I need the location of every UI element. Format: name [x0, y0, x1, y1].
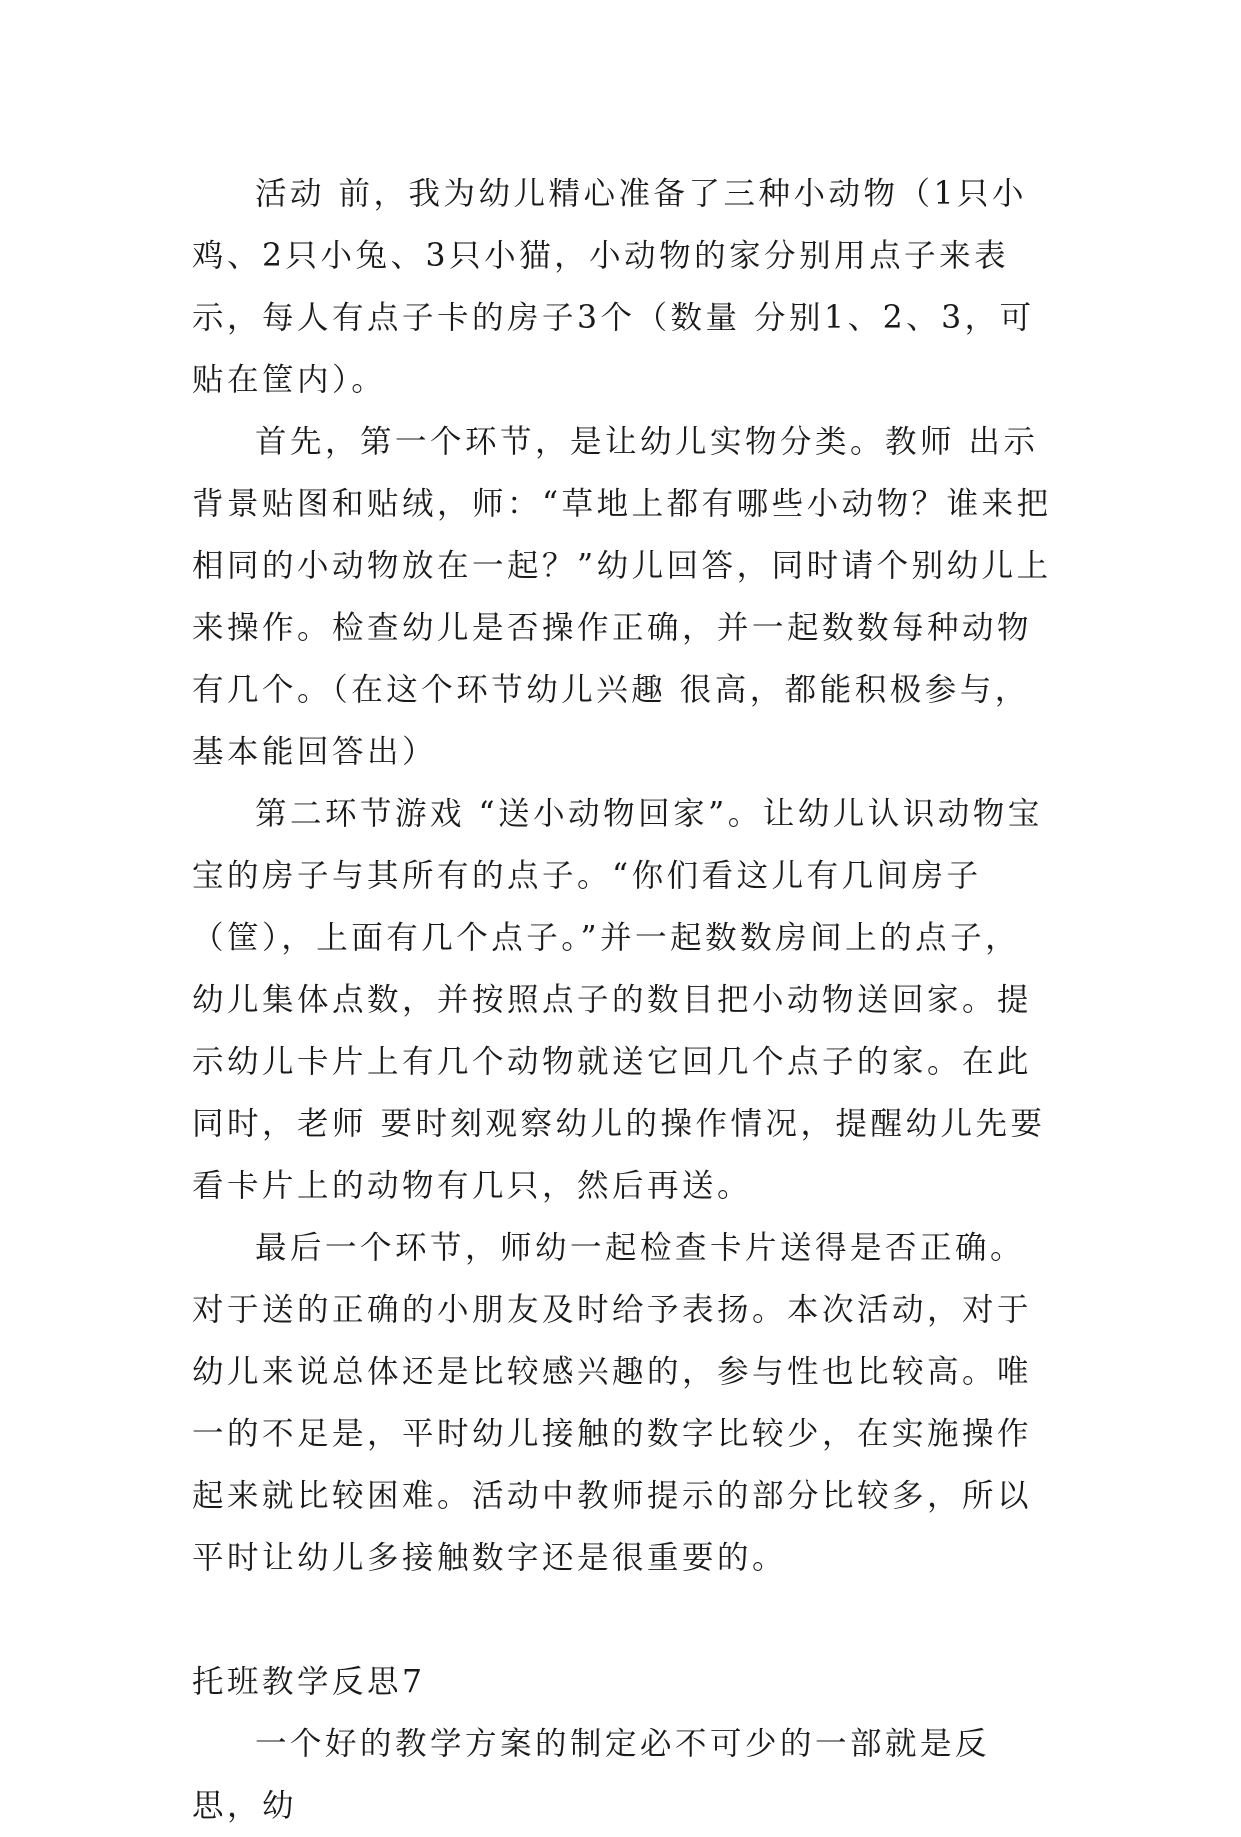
paragraph: 活动 前，我为幼儿精心准备了三种小动物（1只小鸡、2只小兔、3只小猫，小动物的家分别用点子来表示，每人有点子卡的房子3个（数量 分别1、2、3，可贴在筐内）。: [192, 176, 1035, 398]
section-spacer: [192, 1589, 1052, 1651]
document-body: [192, 163, 1052, 1837]
paragraph: 第二环节游戏 “送小动物回家”。让幼儿认识动物宝宝的房子与其所有的点子。“你们看这儿有几间房子（筐），上面有几个点子。”并一起数数房间上的点子，幼儿集体点数，并按照点子的数目把小动物送回家。提示幼儿卡片上有几个动物就送它回几个点子的家。在此同时，老师 要时刻观察幼儿的操作情况，提醒幼儿先要看卡片上的动物有几只，然后再送。: [192, 796, 1046, 1204]
section-heading: 托班教学反思7: [192, 1664, 426, 1700]
paragraph: 一个好的教学方案的制定必不可少的一部就是反思，幼: [192, 1726, 991, 1824]
paragraph: 最后一个环节，师幼一起检查卡片送得是否正确。对于送的正确的小朋友及时给予表扬。本次活动，对于幼儿来说总体还是比较感兴趣的，参与性也比较高。唯一的不足是，平时幼儿接触的数字比较少，在实施操作起来就比较困难。活动中教师提示的部分比较多，所以平时让幼儿多接触数字还是很重要的。: [192, 1230, 1033, 1576]
paragraph: 首先，第一个环节，是让幼儿实物分类。教师 出示背景贴图和贴绒，师：“草地上都有哪些小动物？谁来把相同的小动物放在一起？”幼儿回答，同时请个别幼儿上来操作。检查幼儿是否操作正确，并一起数数每种动物有几个。（在这个环节幼儿兴趣 很高，都能积极参与，基本能回答出）: [192, 424, 1052, 770]
